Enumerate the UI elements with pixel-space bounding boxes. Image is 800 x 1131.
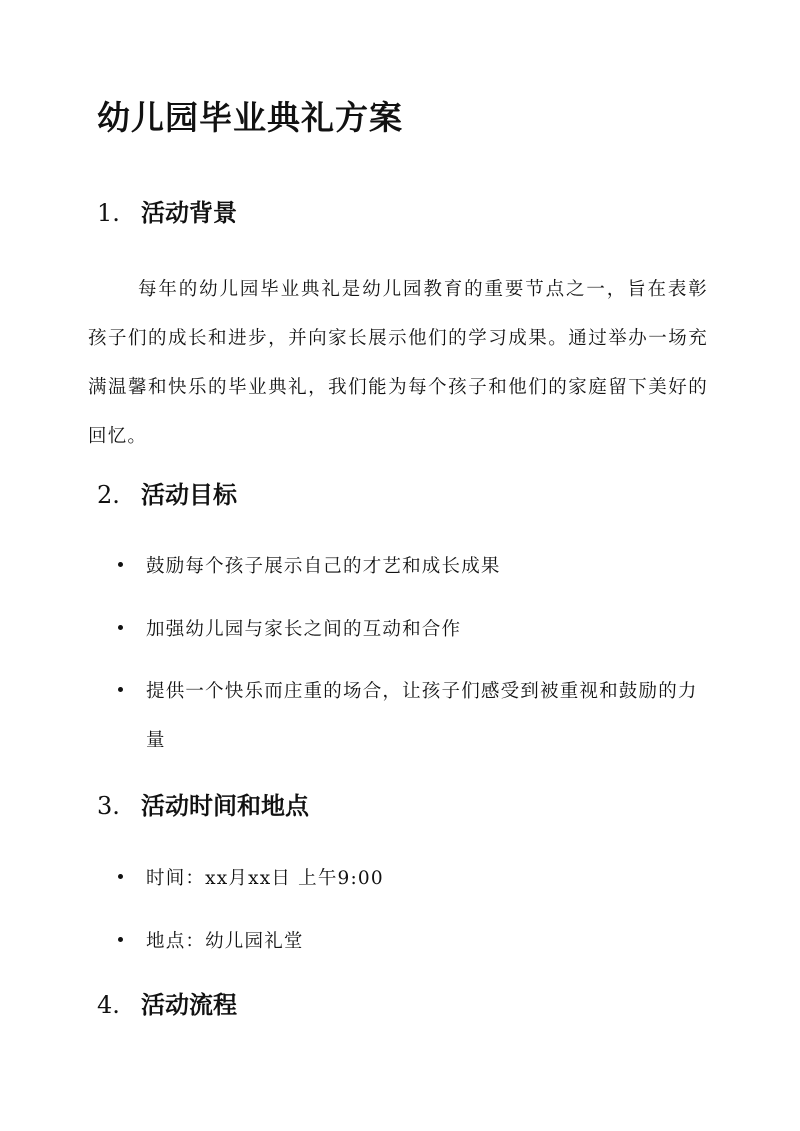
list-item-text: 加强幼儿园与家长之间的互动和合作 (146, 619, 462, 640)
list-item (118, 605, 698, 654)
page-title: 幼儿园毕业典礼方案 (97, 98, 403, 137)
section-number: 1. (97, 199, 120, 227)
section-title: 活动背景 (141, 198, 237, 227)
section-title: 活动时间和地点 (141, 791, 309, 820)
bullet-icon (118, 625, 123, 630)
section-heading-time-place (97, 789, 309, 823)
bullet-icon (118, 687, 123, 692)
list-item (118, 667, 698, 765)
section-heading-goals (97, 478, 237, 512)
list-item-text: 提供一个快乐而庄重的场合，让孩子们感受到被重视和鼓励的力量 (146, 681, 698, 751)
bullet-icon (118, 562, 123, 567)
bullet-icon (118, 874, 123, 879)
section-heading-background (97, 196, 237, 230)
background-paragraph: 每年的幼儿园毕业典礼是幼儿园教育的重要节点之一，旨在表彰孩子们的成长和进步，并向家长展示他们的学习成果。通过举办一场充满温馨和快乐的毕业典礼，我们能为每个孩子和他们的家庭留下美好的回忆。 (88, 279, 708, 447)
list-item (118, 542, 698, 591)
section-title: 活动流程 (141, 990, 237, 1019)
list-item (118, 854, 698, 903)
section-number: 3. (97, 792, 120, 820)
bullet-icon (118, 937, 123, 942)
list-item-text: 鼓励每个孩子展示自己的才艺和成长成果 (146, 556, 501, 577)
section-heading-process (97, 988, 237, 1022)
section-number: 4. (97, 991, 120, 1019)
section-number: 2. (97, 481, 120, 509)
list-item (118, 917, 698, 966)
section-title: 活动目标 (141, 480, 237, 509)
list-item-text: 时间：xx月xx日 上午9:00 (146, 868, 384, 889)
list-item-text: 地点：幼儿园礼堂 (146, 931, 304, 952)
